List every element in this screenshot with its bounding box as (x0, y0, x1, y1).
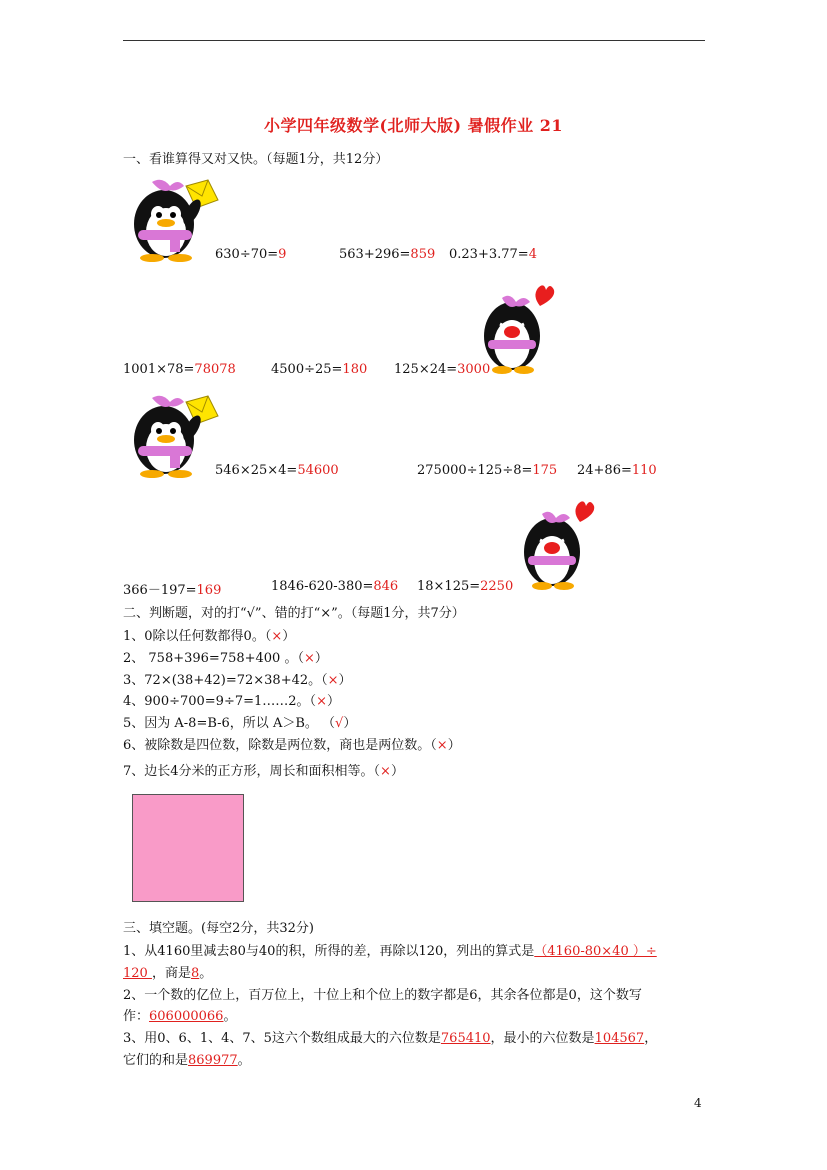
calc-row-1b (339, 247, 435, 262)
answer: （4160-80×40 ）÷ (534, 944, 657, 959)
question: 3、72×(38+42)=72×38+42。（ (123, 673, 328, 688)
answer: × (271, 629, 283, 644)
question: 125×24= (394, 362, 458, 377)
pink-square-figure (132, 794, 244, 902)
question: 1、0除以任何数都得0。（ (123, 629, 272, 644)
paren: ） (314, 651, 328, 666)
fill-q2-line2 (123, 1005, 236, 1024)
fill-q2-line1: 2、一个数的亿位上，百万位上，十位上和个位上的数字都是6，其余各位都是0，这个数写 (123, 988, 642, 1003)
answer: 110 (631, 463, 657, 478)
calc-row-2a (123, 362, 236, 377)
question: 1001×78= (123, 362, 195, 377)
section1-heading: 一、看谁算得又对又快。（每题1分，共12分） (123, 152, 389, 167)
question: 0.23+3.77= (449, 247, 529, 262)
answer: 846 (373, 579, 399, 594)
calc-row-1c (449, 247, 537, 262)
calc-row-3a (215, 463, 339, 478)
question: 630÷70= (215, 247, 279, 262)
answer: 765410 (440, 1031, 491, 1046)
judge-item-1 (123, 625, 295, 644)
question: 。 (237, 1053, 251, 1068)
question: 。 (223, 1009, 237, 1024)
answer: 869977 (188, 1053, 238, 1068)
answer: 8 (190, 966, 200, 981)
question: 。 (199, 966, 213, 981)
judge-item-4 (123, 690, 340, 709)
question: 563+296= (339, 247, 411, 262)
section2-heading: 二、判断题，对的打“√”、错的打“×”。（每题1分，共7分） (123, 606, 465, 621)
question: 作： (123, 1009, 150, 1024)
calc-row-4a (123, 579, 221, 598)
answer: × (380, 764, 391, 779)
calc-row-2b (271, 362, 367, 377)
paren: ） (282, 629, 296, 644)
question: ， (644, 1031, 658, 1046)
question: 24+86= (577, 463, 632, 478)
answer: 859 (410, 247, 436, 262)
fill-q1-line2 (123, 962, 212, 981)
answer: 78078 (194, 362, 236, 377)
question: ，最小的六位数是 (490, 1031, 595, 1046)
question: 7、边长4分米的正方形，周长和面积相等。（ (123, 764, 381, 779)
calc-row-3c (577, 463, 657, 478)
question: 6、被除数是四位数，除数是两位数，商也是两位数。（ (123, 738, 437, 753)
answer: × (303, 651, 315, 666)
calc-row-4b (271, 579, 398, 594)
penguin-heart-icon (520, 498, 596, 590)
judge-item-2 (123, 647, 328, 666)
paren: ） (338, 673, 352, 688)
answer: 175 (532, 463, 558, 478)
question: 4500÷25= (271, 362, 343, 377)
question: 2、 758+396=758+400 。（ (123, 651, 304, 666)
question: 18×125= (417, 579, 481, 594)
judge-item-6 (123, 734, 461, 753)
fill-q3-line1 (123, 1027, 657, 1046)
calc-row-1 (215, 247, 286, 262)
answer: 120 (123, 966, 152, 981)
calc-row-4c (417, 579, 513, 594)
answer: 2250 (480, 579, 514, 594)
question: 它们的和是 (123, 1053, 189, 1068)
answer: 54600 (297, 463, 339, 478)
judge-item-3 (123, 669, 352, 688)
judge-item-5 (123, 712, 356, 731)
answer: 3000 (457, 362, 491, 377)
paren: ） (343, 716, 357, 731)
judge-item-7 (123, 760, 404, 779)
answer: 104567 (594, 1031, 645, 1046)
question: 1、从4160里减去80与40的积，所得的差，再除以120，列出的算式是 (123, 944, 535, 959)
calc-row-2c (394, 362, 490, 377)
page-number: 4 (694, 1096, 702, 1110)
question: 3、用0、6、1、4、7、5这六个数组成最大的六位数是 (123, 1031, 441, 1046)
paren: ） (326, 694, 340, 709)
section3-heading: 三、填空题。(每空2分，共32分) (123, 921, 314, 936)
penguin-envelope-icon (126, 176, 220, 262)
question: 5、因为 A-8=B-6，所以 A＞B。 （ (123, 716, 336, 731)
answer: × (316, 694, 327, 709)
question: 546×25×4= (215, 463, 298, 478)
penguin-envelope-icon (126, 392, 220, 478)
page-title: 小学四年级数学(北师大版) 暑假作业 21 (263, 116, 564, 135)
answer: 4 (528, 247, 537, 262)
paren: ） (447, 738, 461, 753)
answer: 169 (196, 583, 222, 598)
answer: 9 (278, 247, 287, 262)
answer: × (327, 673, 339, 688)
question: 366－197= (123, 583, 197, 598)
question: 1846-620-380= (271, 579, 374, 594)
answer: 180 (342, 362, 368, 377)
calc-row-3b (417, 463, 557, 478)
question: ，商是 (151, 966, 191, 981)
paren: ） (390, 764, 404, 779)
question: 275000÷125÷8= (417, 463, 533, 478)
answer: √ (335, 716, 344, 731)
fill-q3-line2 (123, 1049, 251, 1068)
fill-q1-line1 (123, 940, 657, 959)
question: 4、900÷700=9÷7=1……2。（ (123, 694, 317, 709)
answer: 606000066 (149, 1009, 224, 1024)
header-rule (123, 40, 705, 41)
penguin-heart-icon (480, 282, 556, 374)
answer: × (436, 738, 448, 753)
